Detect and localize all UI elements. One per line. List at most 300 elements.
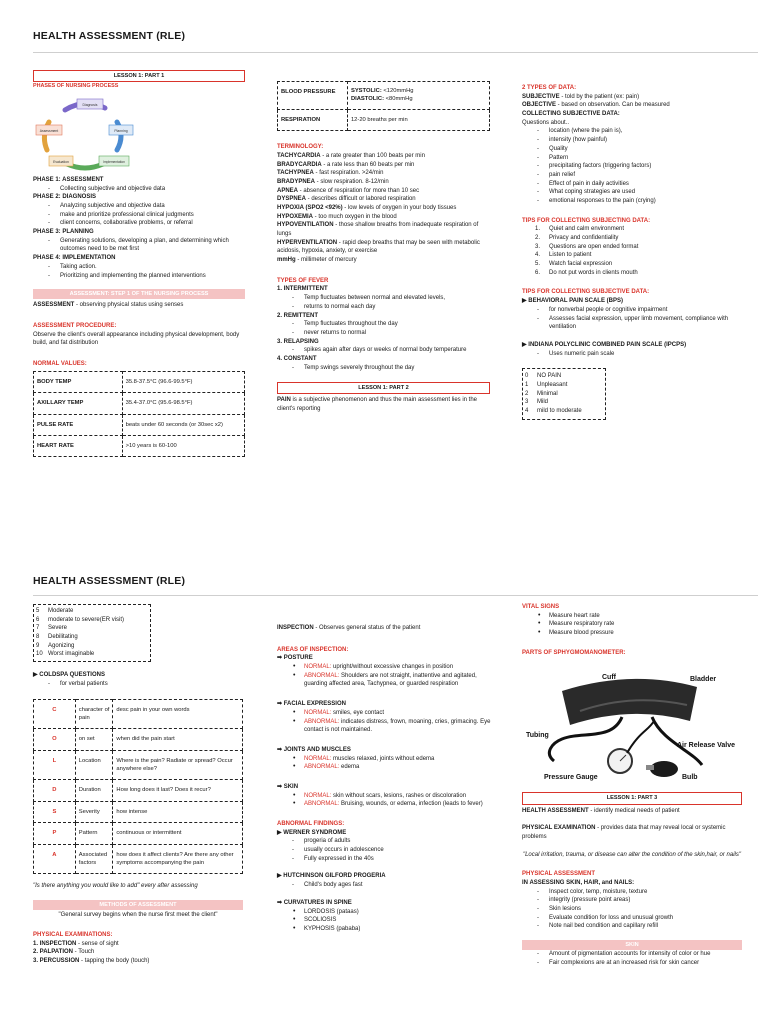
term: PHYSICAL EXAMINATION [522, 825, 596, 832]
term: PAIN [277, 397, 291, 404]
table-cell-label: AXILLARY TEMP [34, 393, 123, 414]
list-item: - Temp fluctuates throughout the day [277, 320, 490, 329]
scale-label: Debilitating [48, 634, 78, 641]
normal-label: NORMAL: [304, 792, 332, 799]
sphyg-heading: PARTS OF SPHYGMOMANOMETER: [522, 649, 626, 656]
term: mmHg [277, 257, 296, 264]
areas-heading: AREAS OF INSPECTION: [277, 646, 349, 653]
list-item: - Inspect color, temp, moisture, texture [522, 888, 742, 897]
term-row [277, 195, 490, 204]
coldspa-letter: A [34, 844, 76, 874]
sphyg-label: Tubing [526, 732, 549, 740]
list-item: - precipitating factors (triggering factors) [522, 162, 742, 171]
nursing-process-diagram [35, 92, 135, 174]
curvatures-heading-text: CURVATURES IN SPINE [283, 899, 352, 906]
list-item: • KYPHOSIS (pababa) [277, 925, 492, 934]
arrow-icon: ➡ [277, 899, 284, 906]
term-row [277, 187, 490, 196]
term: 3. PERCUSSION [33, 957, 80, 964]
table-cell-label: RESPIRATION [278, 109, 348, 130]
definition: - identify medical needs of patient [588, 807, 680, 814]
lesson-label: LESSON 1: PART 3 [522, 792, 742, 804]
normal-label: NORMAL: [304, 664, 332, 671]
terminology-list [277, 152, 490, 265]
bps-heading-text: BEHAVIORAL PAIN SCALE (BPS) [528, 298, 623, 305]
triangle-icon: ▶ [277, 873, 284, 880]
list-item: - client concerns, collaborative problems, or referral [33, 219, 245, 228]
term-row [277, 256, 490, 265]
list-item-text: edema [339, 764, 360, 771]
werner-heading [277, 829, 492, 838]
systolic-label: SYSTOLIC: [350, 88, 382, 94]
list-item: - pain relief [522, 171, 742, 180]
table-cell-value: 35.8-37.5°C (96.6-99.5°F) [122, 371, 244, 392]
list-item: - Taking action. [33, 263, 245, 272]
fever-heading: TYPES OF FEVER [277, 277, 329, 284]
abnormal-label: ABNORMAL: [304, 718, 340, 725]
coldspa-word: character of pain [75, 699, 113, 729]
term: BRADYCARDIA [277, 161, 322, 168]
diagram-label: Planning [114, 128, 128, 133]
term-row [277, 161, 490, 170]
list-item-text: skin without scars, lesions, rashes or discoloration [331, 792, 467, 799]
curvatures-heading [277, 899, 492, 908]
triangle-icon: ▶ [277, 829, 284, 836]
list-item: 1. Quiet and calm environment [535, 226, 625, 233]
table-row [278, 109, 490, 130]
scale-row [525, 407, 603, 416]
area-title [277, 654, 492, 663]
table-cell-label: BODY TEMP [34, 371, 123, 392]
tips-list [522, 225, 742, 277]
list-item: - Evaluate condition for loss and unusual growth [522, 914, 742, 923]
procedure-heading: ASSESSMENT PROCEDURE: [33, 322, 117, 329]
pain-definition [277, 396, 490, 413]
list-item: - Generating solutions, developing a plan, and determining which outcomes need to be met first [33, 237, 245, 254]
scale-label: Worst imaginable [48, 651, 95, 658]
list-item-text: smiles, eye contact [331, 709, 385, 716]
table-row [34, 750, 243, 780]
cuff-shape [562, 679, 697, 725]
ipcps-heading [522, 341, 742, 350]
assessment-definition [33, 301, 245, 310]
coldspa-heading [33, 671, 243, 680]
scale-row [36, 650, 148, 659]
coldspa-description: when did the pain start [113, 729, 243, 750]
sphyg-label: Air Release Valve [677, 742, 735, 750]
scale-label: Agonizing [48, 642, 75, 649]
table-row [34, 414, 245, 435]
vital-signs-heading: VITAL SIGNS [522, 604, 560, 610]
definition: - fast respiration. >24/min [313, 170, 384, 177]
scale-number: 0 [525, 373, 529, 380]
quote: "Is there anything you would like to add" every after assessing [33, 883, 198, 890]
procedure-text: Observe the client's overall appearance including physical development, body build, and fat distribution [33, 331, 240, 347]
ipcps-heading-text: INDIANA POLYCLINIC COMBINED PAIN SCALE (IPCPS) [528, 341, 687, 348]
sphyg-label: Bladder [690, 676, 717, 684]
phase-title: PHASE 2: DIAGNOSIS [33, 194, 97, 201]
fever-list [277, 285, 490, 372]
phases-heading: PHASES OF NURSING PROCESS [33, 83, 119, 90]
definition: - Touch [73, 949, 95, 956]
table-row [34, 699, 243, 729]
table-cell-value [347, 82, 489, 110]
scale-row [36, 624, 148, 633]
term: HYPOXIA (SPO2 <92%) [277, 204, 343, 211]
page2-column-2 [277, 624, 492, 934]
list-item: - for nonverbal people or cognitive impairment [522, 306, 742, 315]
phases-list [33, 176, 245, 280]
list-item: • Measure blood pressure [522, 629, 742, 638]
list-item: 5. Watch facial expression [535, 261, 613, 268]
list-item: - progeria of adults [277, 837, 492, 846]
abnormal-label: ABNORMAL: [304, 672, 340, 679]
sphyg-label: Bulb [682, 774, 698, 782]
term: TACHYPNEA [277, 170, 314, 177]
physical-assessment-subheading: IN ASSESSING SKIN, HAIR, and NAILS: [522, 879, 635, 886]
page-title: HEALTH ASSESSMENT (RLE) [33, 30, 186, 42]
table-cell-value: 12-20 breaths per min [347, 109, 489, 130]
arrow-icon: ➡ [277, 783, 284, 790]
coldspa-heading-text: COLDSPA QUESTIONS [39, 672, 105, 679]
term: 1. INSPECTION [33, 940, 77, 947]
fever-type-title: 3. RELAPSING [277, 338, 319, 345]
list-item: - Pattern [522, 154, 742, 163]
types-heading: 2 TYPES OF DATA: [522, 85, 577, 91]
list-item: - Child's body ages fast [277, 881, 492, 890]
list-item: - usually occurs in adolescence [277, 846, 492, 855]
scale-label: Mild [537, 399, 549, 406]
list-item [277, 755, 492, 764]
list-item [277, 792, 492, 801]
table-row [278, 82, 490, 110]
definition: - provides data that may reveal local or systemic problems [522, 825, 726, 840]
list-item: - What coping strategies are used [522, 188, 742, 197]
table-cell-value: >10 years is 60-100 [122, 435, 244, 456]
coldspa-table [33, 699, 243, 875]
list-item: - emotional responses to the pain (crying) [522, 197, 742, 206]
divider [33, 52, 758, 53]
definition: - describes difficult or labored respiration [306, 196, 416, 203]
area-title [277, 746, 492, 755]
list-item-text: Listen to patient [549, 252, 592, 259]
phase-title: PHASE 3: PLANNING [33, 229, 94, 236]
term-row [277, 213, 490, 222]
list-item: • Measure heart rate [522, 612, 742, 621]
sphyg-label: Pressure Gauge [544, 774, 598, 782]
list-item-text: Quiet and calm environment [549, 226, 625, 233]
scale-number: 9 [36, 642, 40, 649]
list-item: - returns to normal each day [277, 303, 490, 312]
list-item: • Measure respiratory rate [522, 620, 742, 629]
definition: - observing physical status using senses [74, 302, 184, 309]
list-item: - Fair complexions are at an increased risk for skin cancer [522, 959, 742, 968]
pe-row [33, 948, 243, 957]
coldspa-description: How long does it last? Does it recur? [113, 780, 243, 801]
scale-label: Minimal [537, 390, 558, 397]
physical-exam-row [522, 824, 742, 841]
terminology-heading: TERMINOLOGY: [277, 144, 324, 151]
table-row [34, 780, 243, 801]
list-item: - Fully expressed in the 40s [277, 855, 492, 864]
list-item: - Temp fluctuates between normal and elevated levels, [277, 294, 490, 303]
pain-scale-box [33, 604, 151, 662]
page2-column-3 [522, 603, 742, 968]
list-item-text: Watch facial expression [549, 261, 613, 268]
list-item: 3. Questions are open ended format [535, 243, 639, 250]
list-item [277, 672, 492, 689]
term-row [277, 221, 490, 238]
scale-row [36, 642, 148, 651]
list-item: - never returns to normal [277, 329, 490, 338]
triangle-icon: ▶ [522, 341, 529, 348]
scale-label: NO PAIN [537, 373, 562, 380]
table-cell-label: BLOOD PRESSURE [278, 82, 348, 110]
sphygmomanometer-image [522, 661, 742, 783]
term: 2. PALPATION [33, 949, 74, 956]
abnormal-label: ABNORMAL: [304, 801, 340, 808]
diagram-label: Diagnosis [82, 102, 98, 107]
list-item: • SCOLIOSIS [277, 916, 492, 925]
subjective-row [522, 93, 742, 102]
page-2 [0, 512, 768, 1024]
scale-row [525, 381, 603, 390]
scale-row [36, 616, 148, 625]
inspection-row [277, 624, 492, 633]
list-item: • LORDOSIS (pataas) [277, 908, 492, 917]
term: APNEA [277, 187, 299, 194]
scale-number: 3 [525, 399, 529, 406]
term-row [277, 239, 490, 256]
table-cell-value: 35.4-37.0°C (95.6-98.5°F) [122, 393, 244, 414]
list-item: - Prioritizing and implementing the planned interventions [33, 272, 245, 281]
pe-row [33, 940, 243, 949]
term-row [277, 169, 490, 178]
vitals-table [277, 81, 490, 131]
scale-number: 10 [36, 651, 43, 658]
definition: - millimeter of mercury [295, 257, 357, 264]
list-item-text: Do not put words in clients mouth [549, 269, 638, 276]
table-row [34, 393, 245, 414]
coldspa-description: Where is the pain? Radiate or spread? Occur anywhere else? [113, 750, 243, 780]
list-item-text: indicates distress, frown, moaning, cries, grimacing. Eye contact is not maintained. [304, 718, 491, 734]
definition: - low levels of oxygen in your body tissues [342, 204, 457, 211]
fever-type-title: 2. REMITTENT [277, 312, 319, 319]
list-item: - make and prioritize professional clinical judgments [33, 211, 245, 220]
scale-label: Moderate [48, 608, 74, 614]
coldspa-description: desc pain in your own words [113, 699, 243, 729]
page2-column-1 [33, 604, 243, 966]
tips2-heading: TIPS FOR COLLECTING SUBJECTIVE DATA: [522, 289, 650, 296]
lesson-label: LESSON 1: PART 1 [33, 70, 245, 82]
health-assessment-row [522, 807, 742, 816]
coldspa-word: Duration [75, 780, 113, 801]
coldspa-word: Severity [75, 801, 113, 822]
list-item: - Note nail bed condition and capillary refill [522, 922, 742, 931]
triangle-icon: ▶ [522, 298, 529, 305]
list-item: - Quality [522, 145, 742, 154]
list-item: 4. Listen to patient [535, 252, 592, 259]
diagram-label: Assessment [39, 128, 59, 133]
list-item: - Temp swings severely throughout the day [277, 364, 490, 373]
area-title-text: SKIN [283, 783, 299, 790]
term: ASSESSMENT [33, 302, 75, 309]
normal-label: NORMAL: [304, 709, 332, 716]
scale-row [36, 607, 148, 616]
scale-row [36, 633, 148, 642]
list-item-text: upright/without excessive changes in position [331, 664, 454, 671]
list-item [277, 763, 492, 772]
list-item: - Assesses facial expression, upper limb movement, compliance with ventilation [522, 315, 742, 332]
werner-heading-text: WERNER SYNDROME [283, 829, 347, 836]
area-title-text: JOINTS AND MUSCLES [283, 746, 351, 753]
coldspa-letter: C [34, 699, 76, 729]
arrow-icon: ➡ [277, 655, 284, 662]
definition: - rapid deep breaths that may be seen with metabolic acidosis, hypoxia, anxiety, or exercise [277, 239, 480, 255]
divider [33, 595, 758, 596]
definition: - based on observation. Can be measured [556, 102, 670, 109]
page1-column-2 [277, 81, 490, 414]
coldspa-word: on set [75, 729, 113, 750]
table-cell-label: PULSE RATE [34, 414, 123, 435]
coldspa-letter: L [34, 750, 76, 780]
diastolic-value: <80mmHg [384, 96, 413, 103]
list-item [277, 718, 492, 735]
scale-number: 1 [525, 381, 529, 388]
list-item-text: Privacy and confidentiality [549, 235, 619, 241]
scale-row [525, 372, 603, 381]
coldspa-letter: P [34, 823, 76, 844]
diastolic-label: DIASTOLIC: [350, 96, 385, 103]
list-item: - intensity (how painful) [522, 136, 742, 145]
pe-heading: PHYSICAL EXAMINATIONS: [33, 931, 113, 938]
coldspa-description: how intense [113, 801, 243, 822]
bulb-shape [650, 761, 678, 777]
coldspa-word: Pattern [75, 823, 113, 844]
table-row [34, 435, 245, 456]
area-title-text: FACIAL EXPRESSION [283, 701, 346, 708]
page-title: HEALTH ASSESSMENT (RLE) [33, 575, 186, 587]
list-item: - for verbal patients [33, 680, 243, 689]
phase-title: PHASE 1: ASSESSMENT [33, 176, 104, 183]
list-item [277, 800, 492, 809]
pe-row [33, 957, 243, 966]
list-item-text: muscles relaxed, joints without edema [331, 755, 435, 762]
term: OBJECTIVE [522, 102, 557, 109]
list-item-text: Shoulders are not straight, inattentive and agitated, guarding affected area, Tachypnea, or guarded respiration [304, 672, 477, 688]
list-item: - Skin lesions [522, 905, 742, 914]
definition: - slow respiration. 8-12/min [315, 178, 389, 185]
scale-number: 4 [525, 408, 529, 414]
term: TACHYCARDIA [277, 152, 321, 159]
term: HYPOVENTILATION [277, 222, 334, 229]
scale-label: Unpleasant [537, 381, 568, 388]
list-item: 2. Privacy and confidentiality [535, 235, 619, 241]
list-item: - spikes again after days or weeks of normal body temperature [277, 346, 490, 355]
sphyg-label: Cuff [602, 674, 616, 682]
table-cell-value: beats under 60 seconds (or 30sec x2) [122, 414, 244, 435]
scale-label: mild to moderate [537, 408, 582, 414]
term: HYPOXEMIA [277, 213, 314, 220]
table-row [34, 844, 243, 874]
list-item: - Uses numeric pain scale [522, 350, 742, 359]
phase-title: PHASE 4: IMPLEMENTATION [33, 255, 116, 262]
objective-row [522, 101, 742, 110]
definition: - a rate greater than 100 beats per min [320, 152, 425, 159]
hutchinson-heading [277, 872, 492, 881]
physical-assessment-heading: PHYSICAL ASSESSMENT [522, 871, 596, 878]
definition: - Observes general status of the patient [313, 625, 421, 631]
page1-column-1 [33, 70, 245, 457]
question-list [522, 127, 742, 205]
definition: - told by the patient (ex: pain) [559, 93, 640, 100]
list-item: - location (where the pain is), [522, 127, 742, 136]
coldspa-letter: O [34, 729, 76, 750]
scale-number: 5 [36, 608, 40, 614]
definition: - absence of respiration for more than 10 sec [298, 187, 420, 194]
abnormal-heading: ABNORMAL FINDINGS: [277, 821, 345, 827]
list-item-text: Questions are open ended format [549, 243, 639, 250]
list-item [277, 663, 492, 672]
methods-bar: METHODS OF ASSESSMENT [33, 900, 243, 910]
list-item: - Effect of pain in daily activities [522, 180, 742, 189]
definition: - tapping the body (touch) [79, 957, 150, 964]
pain-scale-box [522, 368, 606, 419]
normal-label: NORMAL: [304, 755, 332, 762]
fever-type-title: 1. INTERMITTENT [277, 286, 328, 293]
scale-number: 2 [525, 390, 529, 397]
term: BRADYPNEA [277, 178, 316, 185]
table-cell-label: HEART RATE [34, 435, 123, 456]
fever-type-title: 4. CONSTANT [277, 355, 317, 362]
lesson-label: LESSON 1: PART 2 [277, 382, 490, 394]
definition: - sense of sight [76, 940, 119, 947]
hutchinson-heading-text: HUTCHINSON GILFORD PROGERIA [283, 873, 386, 880]
scale-number: 6 [36, 616, 40, 623]
term: SUBJECTIVE [522, 93, 560, 100]
quote: "Local irritation, trauma, or disease can alter the condition of the skin,hair, or nails" [522, 851, 742, 858]
table-row [34, 823, 243, 844]
normal-values-heading: NORMAL VALUES: [33, 361, 87, 368]
questions-label: Questions about.. [522, 119, 570, 126]
scale-number: 8 [36, 634, 40, 641]
scale-label: Severe [48, 625, 68, 632]
scale-row [525, 398, 603, 407]
normal-values-table [33, 371, 245, 458]
definition: is a subjective phenomenon and thus the main assessment lies in the client's reporting [277, 397, 477, 413]
term: HEALTH ASSESSMENT [522, 807, 589, 814]
arrow-icon: ➡ [277, 701, 284, 708]
scale-number: 7 [36, 625, 40, 632]
list-item: 6. Do not put words in clients mouth [535, 269, 638, 276]
term-row [277, 204, 490, 213]
scale-label: moderate to severe(ER visit) [48, 616, 125, 623]
coldspa-description: how does it affect clients? Are there any other symptoms accompanying the pain [113, 844, 243, 874]
list-item-text: Bruising, wounds, or edema, infection (leads to fever) [339, 801, 483, 808]
table-row [34, 801, 243, 822]
list-item [277, 709, 492, 718]
bps-heading [522, 297, 742, 306]
scale-row [525, 390, 603, 399]
diagram-label: Implementation [103, 159, 125, 164]
tips-heading: TIPS FOR COLLECTING SUBJECTING DATA: [522, 217, 651, 224]
survey-text: "General survey begins when the nurse first meet the client" [58, 912, 218, 919]
arrow-icon: ➡ [277, 746, 284, 753]
collecting-heading: COLLECTING SUBJECTIVE DATA: [522, 111, 620, 118]
term: INSPECTION [277, 625, 314, 631]
coldspa-letter: D [34, 780, 76, 801]
skin-bar: SKIN [522, 940, 742, 950]
